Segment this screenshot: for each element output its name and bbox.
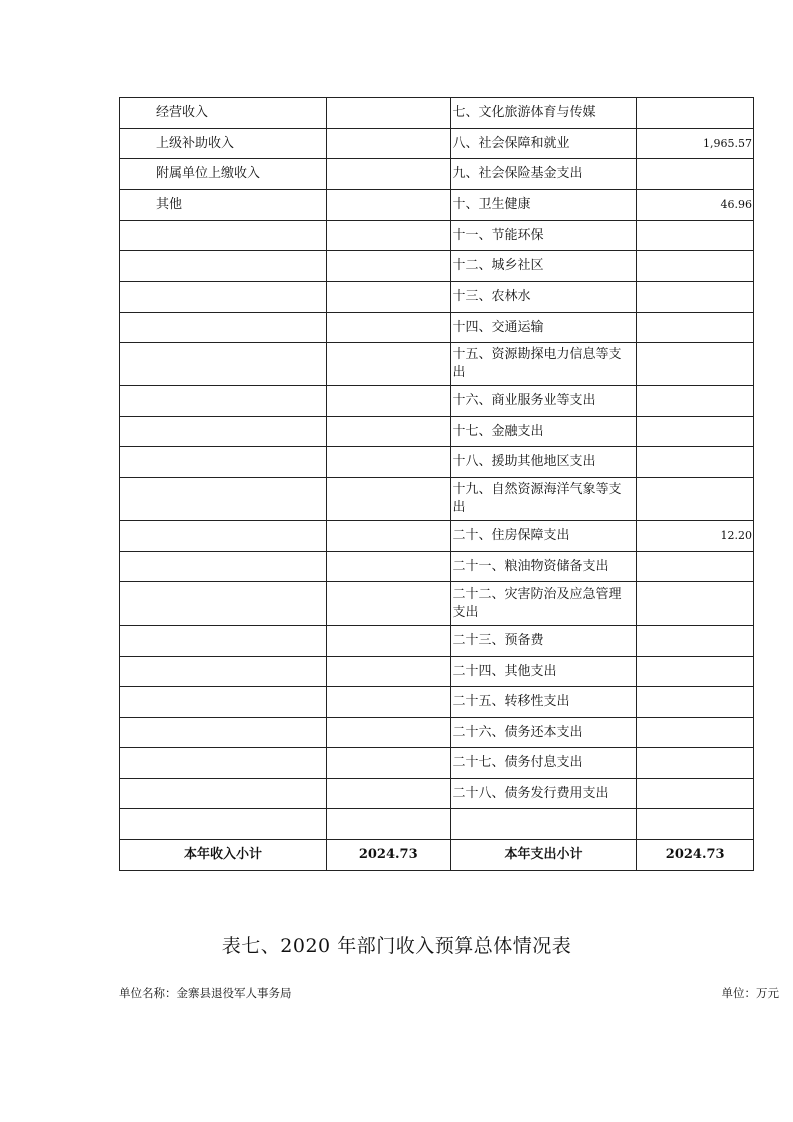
expense-amount xyxy=(637,687,754,718)
income-item xyxy=(120,221,327,251)
table-row xyxy=(120,190,754,221)
income-item xyxy=(120,417,327,447)
expense-amount xyxy=(637,626,754,657)
income-item xyxy=(120,626,327,657)
expense-amount xyxy=(637,748,754,779)
expense-amount xyxy=(637,98,754,129)
income-amount xyxy=(326,221,450,251)
income-item xyxy=(120,718,327,748)
income-amount xyxy=(326,582,450,626)
expense-item: 二十一、粮油物资储备支出 xyxy=(450,552,637,582)
total-income-amount: 2024.73 xyxy=(326,840,450,871)
currency-unit: 单位：万元 xyxy=(721,986,779,1000)
income-amount xyxy=(326,343,450,386)
income-item xyxy=(120,386,327,417)
expense-amount: 1,965.57 xyxy=(637,129,754,159)
total-income-label: 本年收入小计 xyxy=(120,840,327,871)
income-item: 附属单位上缴收入 xyxy=(120,159,327,190)
table-row xyxy=(120,552,754,582)
income-item xyxy=(120,779,327,809)
income-amount xyxy=(326,779,450,809)
income-amount xyxy=(326,687,450,718)
income-amount xyxy=(326,809,450,840)
unit-name: 单位名称：金寨县退役军人事务局 xyxy=(119,986,292,1000)
income-item xyxy=(120,447,327,478)
total-row xyxy=(120,840,754,871)
income-item xyxy=(120,282,327,313)
table-row xyxy=(120,129,754,159)
income-amount xyxy=(326,282,450,313)
income-amount xyxy=(326,657,450,687)
expense-item: 二十七、债务付息支出 xyxy=(450,748,637,779)
expense-amount xyxy=(637,159,754,190)
table-row xyxy=(120,98,754,129)
table-row xyxy=(120,748,754,779)
expense-amount xyxy=(637,779,754,809)
expense-amount xyxy=(637,478,754,521)
income-amount xyxy=(326,478,450,521)
expense-item: 九、社会保险基金支出 xyxy=(450,159,637,190)
table-row xyxy=(120,478,754,521)
income-item xyxy=(120,687,327,718)
expense-item xyxy=(450,809,637,840)
income-amount xyxy=(326,190,450,221)
income-amount xyxy=(326,159,450,190)
expense-amount xyxy=(637,447,754,478)
expense-item: 二十八、债务发行费用支出 xyxy=(450,779,637,809)
expense-item: 十九、自然资源海洋气象等支出 xyxy=(450,478,637,521)
table-row xyxy=(120,447,754,478)
income-amount xyxy=(326,718,450,748)
expense-amount xyxy=(637,809,754,840)
table-row xyxy=(120,718,754,748)
income-item xyxy=(120,521,327,552)
expense-amount xyxy=(637,718,754,748)
table-row xyxy=(120,657,754,687)
next-table-title: 表七、2020 年部门收入预算总体情况表 xyxy=(221,935,572,957)
income-item xyxy=(120,657,327,687)
income-item xyxy=(120,313,327,343)
expense-amount xyxy=(637,657,754,687)
total-expense-amount: 2024.73 xyxy=(637,840,754,871)
income-item: 上级补助收入 xyxy=(120,129,327,159)
income-amount xyxy=(326,626,450,657)
income-item xyxy=(120,251,327,282)
table-row xyxy=(120,221,754,251)
expense-item: 十四、交通运输 xyxy=(450,313,637,343)
expense-item: 八、社会保障和就业 xyxy=(450,129,637,159)
income-amount xyxy=(326,251,450,282)
expense-amount xyxy=(637,582,754,626)
income-amount xyxy=(326,313,450,343)
expense-item: 二十五、转移性支出 xyxy=(450,687,637,718)
income-item xyxy=(120,809,327,840)
expense-amount: 46.96 xyxy=(637,190,754,221)
table-row xyxy=(120,809,754,840)
income-amount xyxy=(326,447,450,478)
table-row xyxy=(120,386,754,417)
expense-item: 二十四、其他支出 xyxy=(450,657,637,687)
expense-item: 十八、援助其他地区支出 xyxy=(450,447,637,478)
income-item xyxy=(120,552,327,582)
expense-item: 十二、城乡社区 xyxy=(450,251,637,282)
expense-item: 十七、金融支出 xyxy=(450,417,637,447)
table-row xyxy=(120,313,754,343)
expense-amount xyxy=(637,552,754,582)
expense-item: 二十二、灾害防治及应急管理支出 xyxy=(450,582,637,626)
expense-amount xyxy=(637,417,754,447)
income-amount xyxy=(326,417,450,447)
income-item: 其他 xyxy=(120,190,327,221)
income-amount xyxy=(326,386,450,417)
expense-item: 十五、资源勘探电力信息等支出 xyxy=(450,343,637,386)
expense-item: 二十三、预备费 xyxy=(450,626,637,657)
income-amount xyxy=(326,748,450,779)
expense-item: 十三、农林水 xyxy=(450,282,637,313)
income-item: 经营收入 xyxy=(120,98,327,129)
expense-item: 二十、住房保障支出 xyxy=(450,521,637,552)
expense-item: 二十六、债务还本支出 xyxy=(450,718,637,748)
income-item xyxy=(120,478,327,521)
table-row xyxy=(120,343,754,386)
income-item xyxy=(120,582,327,626)
table-row xyxy=(120,521,754,552)
expense-amount xyxy=(637,251,754,282)
table-row xyxy=(120,779,754,809)
table-row xyxy=(120,417,754,447)
expense-amount xyxy=(637,386,754,417)
expense-amount xyxy=(637,343,754,386)
expense-amount xyxy=(637,282,754,313)
income-item xyxy=(120,748,327,779)
table-row xyxy=(120,159,754,190)
income-amount xyxy=(326,552,450,582)
income-item xyxy=(120,343,327,386)
income-amount xyxy=(326,98,450,129)
table-row xyxy=(120,582,754,626)
table-row xyxy=(120,687,754,718)
expense-amount: 12.20 xyxy=(637,521,754,552)
table-row xyxy=(120,251,754,282)
total-expense-label: 本年支出小计 xyxy=(450,840,637,871)
table-row xyxy=(120,626,754,657)
expense-amount xyxy=(637,313,754,343)
table-row xyxy=(120,282,754,313)
income-amount xyxy=(326,129,450,159)
expense-item: 十六、商业服务业等支出 xyxy=(450,386,637,417)
expense-amount xyxy=(637,221,754,251)
expense-item: 十一、节能环保 xyxy=(450,221,637,251)
expense-item: 七、文化旅游体育与传媒 xyxy=(450,98,637,129)
table-body xyxy=(120,98,754,840)
expense-item: 十、卫生健康 xyxy=(450,190,637,221)
budget-summary-table xyxy=(119,97,754,871)
income-amount xyxy=(326,521,450,552)
